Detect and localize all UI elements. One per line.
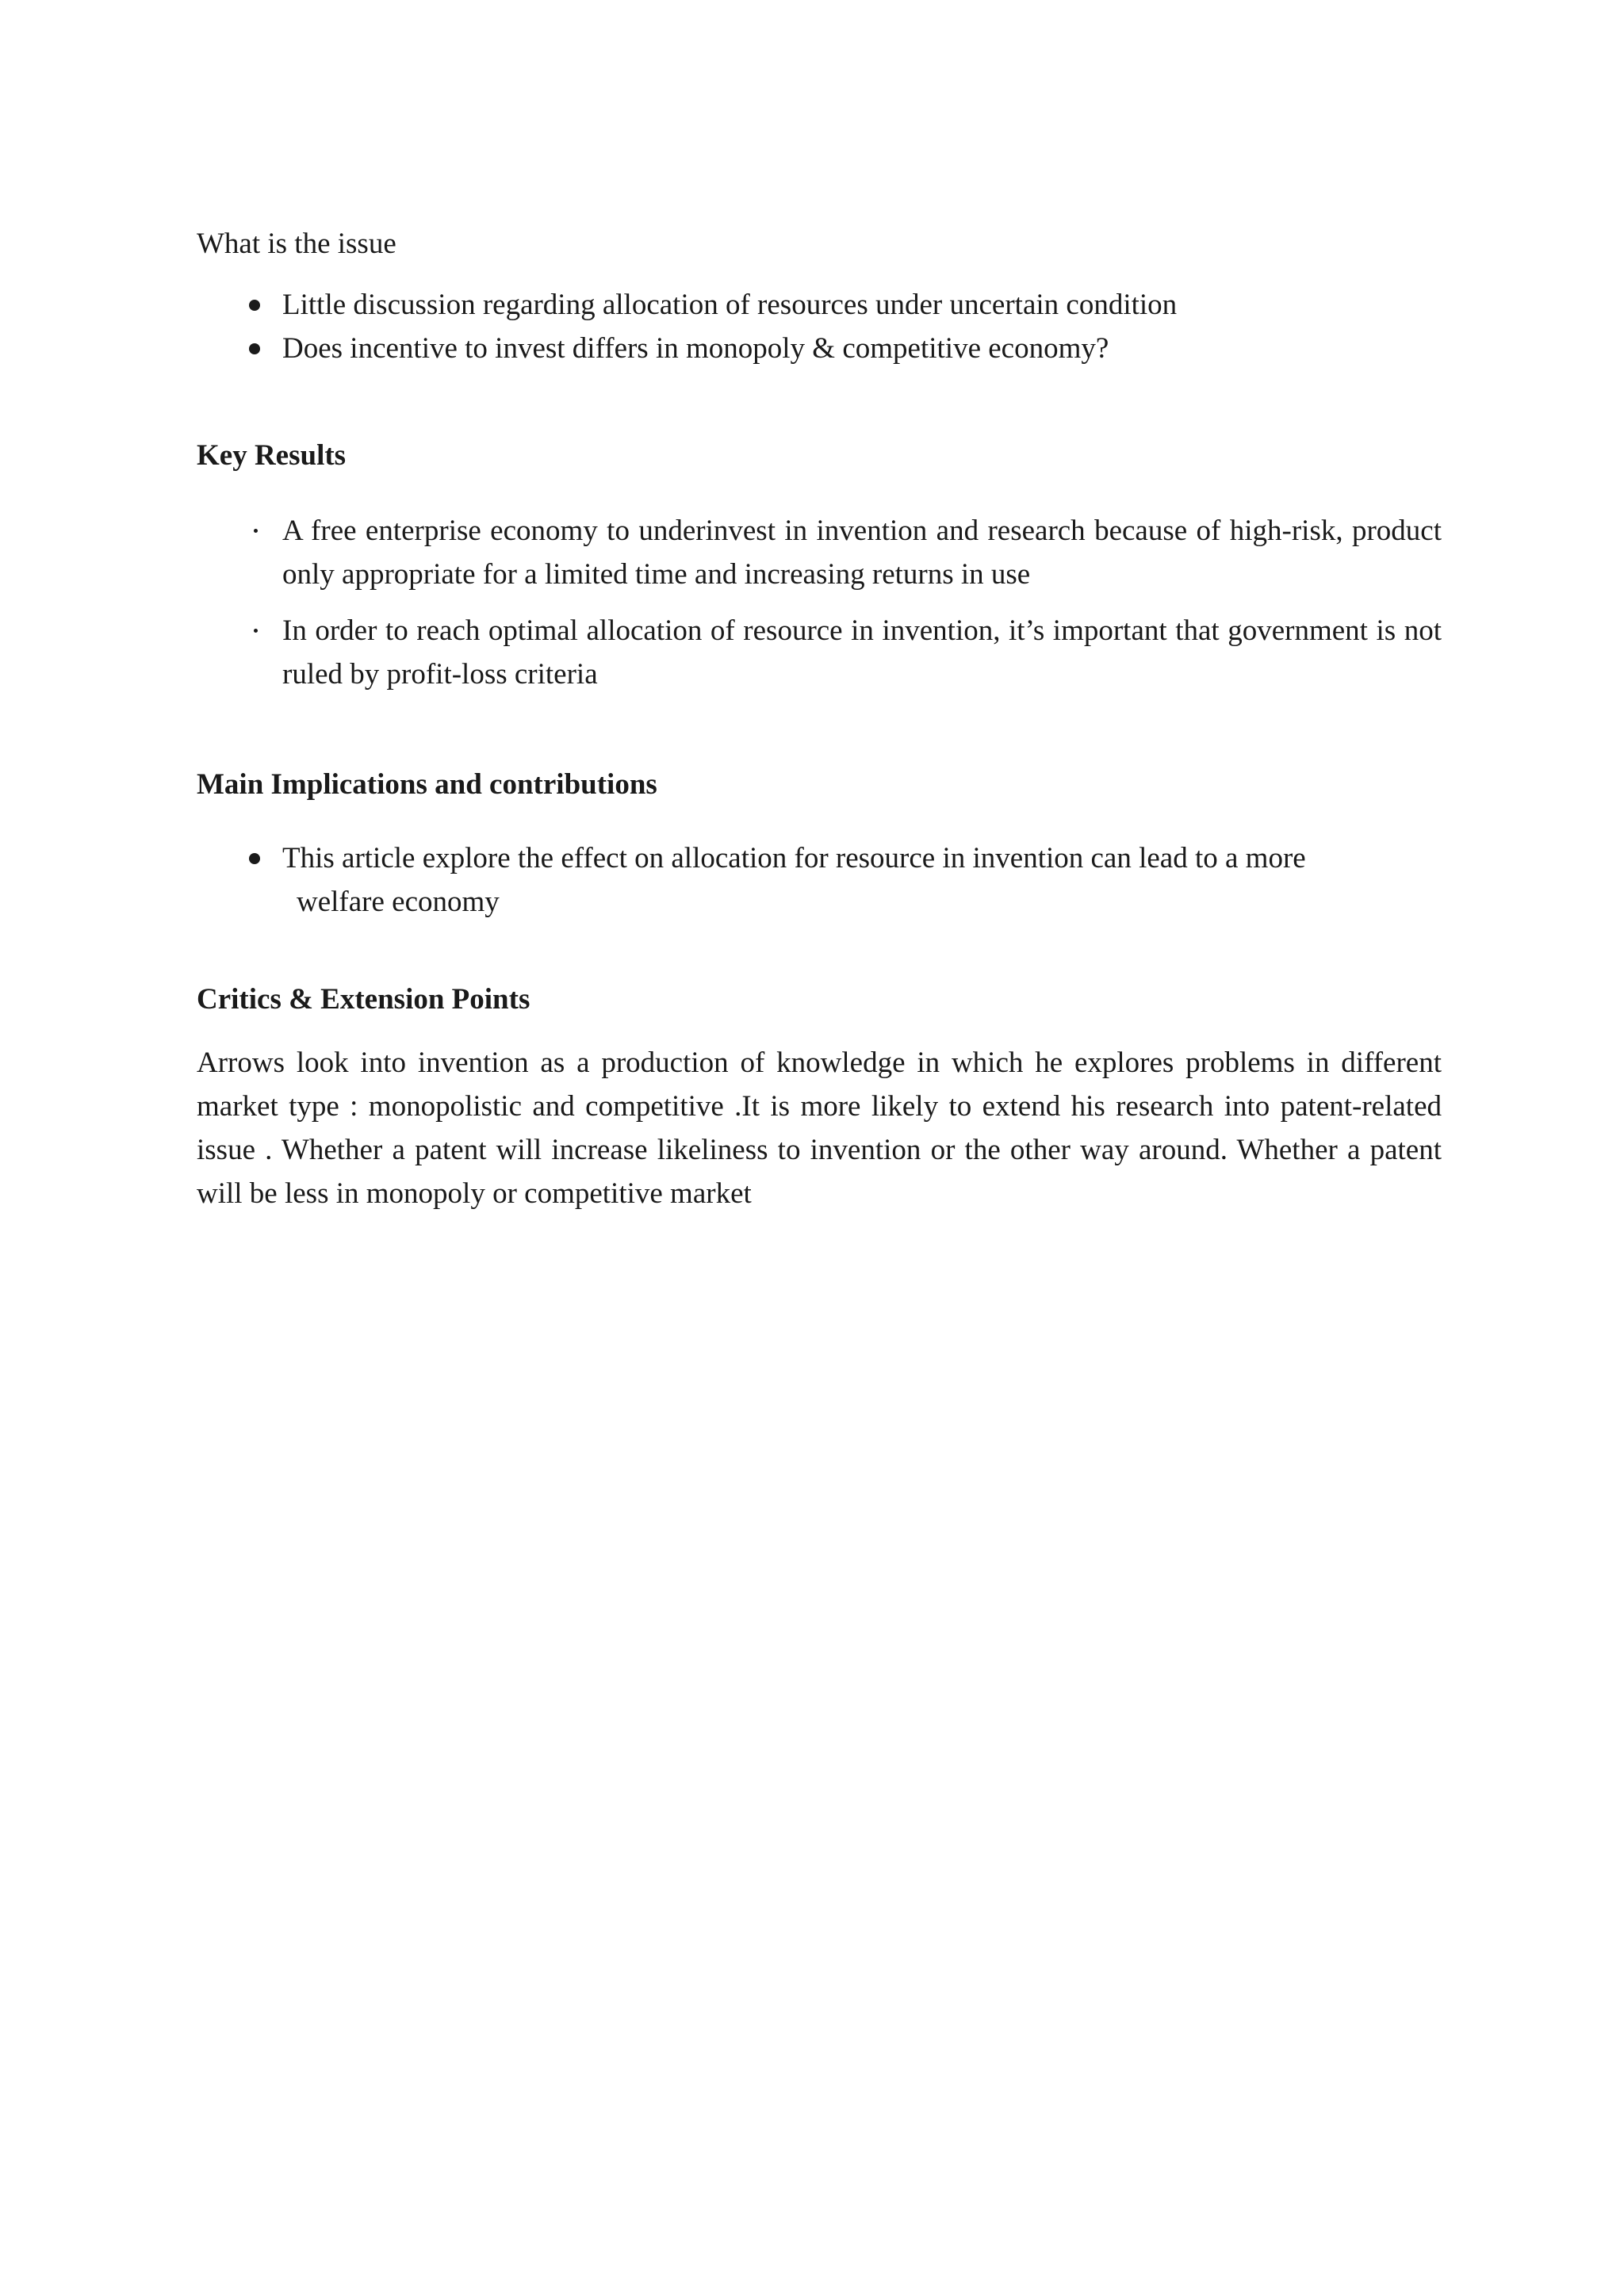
critics-heading: Critics & Extension Points [197, 983, 530, 1016]
list-item [197, 609, 1442, 696]
bullet-dot-icon [254, 629, 258, 633]
issue-list [197, 283, 1442, 370]
list-item-text: Does incentive to invest differs in monopoly & competitive economy? [282, 332, 1109, 365]
document-page [197, 222, 1442, 1215]
list-item [197, 283, 1442, 327]
list-item-text-continued: welfare economy [297, 886, 500, 918]
list-item [197, 836, 1442, 924]
key-results-list [197, 509, 1442, 696]
list-item-text: In order to reach optimal allocation of resource in invention, it’s important that government is not ruled by profit-loss criteria [282, 614, 1442, 691]
list-item [197, 509, 1442, 596]
list-item-text: This article explore the effect on allocation for resource in invention can lead to a more [282, 842, 1306, 874]
bullet-disc-icon [249, 853, 260, 864]
bullet-disc-icon [249, 300, 260, 311]
list-item [197, 327, 1442, 370]
key-results-heading: Key Results [197, 439, 347, 472]
bullet-dot-icon [254, 529, 258, 533]
list-item-text: Little discussion regarding allocation of resources under uncertain condition [282, 289, 1178, 321]
implications-list [197, 836, 1442, 924]
bullet-disc-icon [249, 343, 260, 354]
list-item-text: A free enterprise economy to underinvest in invention and research because of high-risk, product only appropriate for a limited time and increasing returns in use [282, 515, 1442, 591]
critics-paragraph: Arrows look into invention as a production of knowledge in which he explores problems in different market type : monopolistic and competitive .It is more likely to extend his research into patent-related issue . Whether a patent will increase likeliness to invention or the other way around. Whether a patent will be less in monopoly or competitive market [197, 1047, 1442, 1210]
issue-heading: What is the issue [197, 228, 396, 260]
implications-heading: Main Implications and contributions [197, 768, 657, 801]
